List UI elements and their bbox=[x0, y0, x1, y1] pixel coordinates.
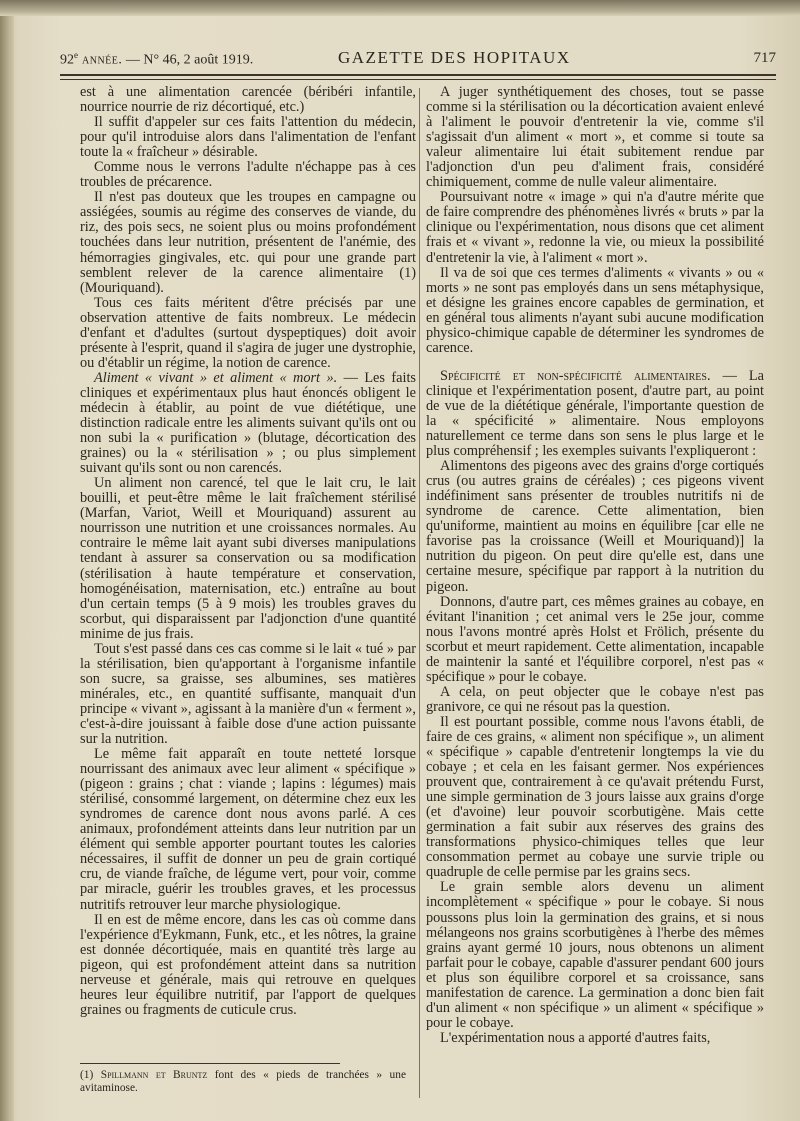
running-header bbox=[60, 50, 776, 74]
page-binding-edge bbox=[0, 0, 14, 1121]
paragraph: Il suffit d'appeler sur ces faits l'attention du médecin, pour qu'il introduise alors dans l'alimentation de l'enfant toute la « fraîcheur » désirable. bbox=[80, 114, 416, 161]
section-paragraph bbox=[426, 369, 764, 459]
footnote-authors: Spillmann et Bruntz bbox=[100, 1069, 208, 1081]
issue-number: 92 bbox=[60, 52, 74, 68]
paragraph: Poursuivant notre « image » qui n'a d'autre mérite que de faire comprendre des phénomènes livrés « bruts » par la clinique ou l'expérimentation, nous disons que cet aliment frais et « vivant », redonne la vie, ou mieux la possibilité d'entretenir la vie, à l'aliment « mort ». bbox=[426, 189, 764, 266]
issue-label: année. bbox=[78, 52, 123, 68]
footnote-marker: (1) bbox=[80, 1069, 101, 1081]
section-text: — Les faits cliniques et expérimentaux plus haut énoncés obligent le médecin à établir, au point de vue diététique, une distinction radicale entre les aliments suivant qu'ils ont ou non subi la « purification » (blutage, décortication des graines) ou la « stérilisation » ; ou plus simplement suivant qu'ils sont ou non carencés. bbox=[80, 369, 416, 477]
right-column bbox=[426, 85, 764, 1046]
paragraph: Il est pourtant possible, comme nous l'avons établi, de faire de ces grains, « aliment non spécifique », un aliment « spécifique » capable d'entretenir longtemps la vie du cobaye ; et cela en les faisant germer. Nos expériences prouvent que, contrairement à ce qu'avait prétendu Furst, une simple germination de 3 jours laisse aux grains d'orge (et d'avoine) leur pouvoir scorbutigène. Mais cette germination a fait subir aux réserves des grains des transformations physico-chimiques telles que leur consommation permet au cobaye une survie triple ou quadruple de celle permise par les grains secs. bbox=[426, 713, 764, 881]
journal-title: GAZETTE DES HOPITAUX bbox=[338, 48, 571, 67]
left-column bbox=[80, 85, 416, 1018]
header-rule-thin bbox=[60, 79, 776, 80]
section-heading: Spécificité et non-spécificité alimentaires. bbox=[440, 367, 711, 384]
issue-suffix: e bbox=[74, 50, 78, 60]
footnote-text: font des « pieds de tranchées » une avitaminose. bbox=[80, 1069, 407, 1094]
section-paragraph bbox=[80, 371, 416, 476]
footnote-rule bbox=[80, 1063, 340, 1064]
paragraph: A cela, on peut objecter que le cobaye n'est pas granivore, ce qui ne résout pas la question. bbox=[426, 683, 764, 715]
paragraph: Comme nous le verrons l'adulte n'échappe pas à ces troubles de précarence. bbox=[80, 159, 416, 191]
paragraph: Le même fait apparaît en toute netteté lorsque nourrissant des animaux avec leur aliment « spécifique » (pigeon : grains ; chat : viande ; lapins : légumes) mais stérilisé, consommé largement, on détermine chez eux les syndromes de carence dont nous avons parlé. A ces animaux, profondément atteints dans leur nutrition par un élément qui semble apporter pourtant toutes les calories nécessaires, il suffit de donner un peu de grain cortiqué cru, de viande fraîche, de légume vert, pour voir, comme par miracle, guérir les troubles graves, et les processus nutritifs retrouver leur marche physiologique. bbox=[80, 746, 416, 913]
footnote bbox=[80, 1069, 406, 1095]
paragraph: Tout s'est passé dans ces cas comme si le lait « tué » par la stérilisation, bien qu'apportant à l'organisme infantile son sucre, sa graisse, ses albumines, ses matières minérales, etc., en quantité suffisante, manquait d'un principe « vivant », agissant à la manière d'un « ferment », c'est-à-dire jouissant à faible dose d'une action puissante sur la nutrition. bbox=[80, 640, 416, 748]
section-text: — La clinique et l'expérimentation posent, d'autre part, au point de vue de la diététique générale, l'importante question de la « spécificité » alimentaire. Nous employons naturellement ce terme dans son sens le plus large et le plus compréhensif ; les exemples suivants l'expliqueront : bbox=[426, 367, 764, 460]
section-heading: Aliment « vivant » et aliment « mort ». bbox=[94, 369, 338, 386]
page-number: 717 bbox=[753, 50, 776, 66]
page-top-edge bbox=[0, 0, 800, 16]
paragraph: Un aliment non carencé, tel que le lait cru, le lait bouilli, et peut-être même le lait fraîchement stérilisé (Marfan, Variot, Weill et Mouriquand) assurent au nourrisson une nutrition et une croissances normales. Au contraire le même lait ayant subi diverses manipulations tendant à assurer sa conservation ou sa modification (stérilisation à haute température et conservation, homogénéisation, maternisation, etc.) entraîne au bout d'un certain temps (5 à 9 mois) les troubles graves du scorbut, qui disparaissent par l'adjonction d'une quantité minime de jus frais. bbox=[80, 475, 416, 642]
paragraph: Alimentons des pigeons avec des grains d'orge cortiqués crus (ou autres grains de céréales) ; ces pigeons vivent indéfiniment sans présenter de troubles nutritifs ni de syndrome de carence. Cette alimentation, bien qu'uniforme, maintient au moins en équilibre [car elle ne favorise pas la croissance (Weill et Mouriquand)] la nutrition du pigeon. On peut dire qu'elle est, dans une certaine mesure, spécifique par rapport à la nutrition du pigeon. bbox=[426, 458, 764, 595]
paragraph: Le grain semble alors devenu un aliment incomplètement « spécifique » pour le cobaye. Si nous poussons plus loin la germination des grains, et si nous mélangeons nos grains scorbutigènes à l'herbe des mêmes grains ayant germé 10 jours, nous obtenons un aliment parfait pour le cobaye, capable d'assurer pendant 600 jours et plus son équilibre corporel et sa croissance, sans manifestation de carence. La germination a donc bien fait d'un aliment « non spécifique » un aliment « spécifique » pour le cobaye. bbox=[426, 879, 764, 1031]
paragraph: L'expérimentation nous a apporté d'autres faits, bbox=[440, 1029, 711, 1046]
header-rule-thick bbox=[60, 74, 776, 76]
issue-date: — N° 46, 2 août 1919. bbox=[122, 52, 254, 68]
paragraph: Il n'est pas douteux que les troupes en campagne ou assiégées, soumis au régime des conserves de viande, du riz, des pois secs, ne soient plus ou moins profondément touchées dans leur nutrition, présentent de l'anémie, des hémorragies gingivales, etc. qui pour une grande part semblent relever de la carence alimentaire (1) (Mouriquand). bbox=[80, 189, 416, 296]
paragraph: Donnons, d'autre part, ces mêmes graines au cobaye, en évitant l'inanition ; cet animal vers le 25e jour, comme nous l'avons montré après Holst et Frölich, présente du scorbut et meurt rapidement. Cette alimentation, incapable de maintenir la santé et l'équilibre corporel, n'est pas « spécifique » pour le cobaye. bbox=[426, 593, 764, 685]
paragraph: Tous ces faits méritent d'être précisés par une observation attentive de faits nombreux. Le médecin d'enfant et d'adultes (surtout dyspeptiques) doit avoir présente à l'esprit, quand il s'agira de juger une dystrophie, ou d'établir un régime, la notion de carence. bbox=[80, 294, 416, 371]
column-divider bbox=[419, 88, 420, 1098]
paragraph: A juger synthétiquement des choses, tout se passe comme si la stérilisation ou la décortication avaient enlevé à l'aliment le pouvoir d'entretenir la vie, comme s'il s'agissait d'un aliment « mort », et comme si toute sa valeur alimentaire lui était subitement rendue par l'adjonction d'un peu d'aliment frais, considéré chimiquement, comme de nulle valeur alimentaire. bbox=[426, 84, 764, 191]
paragraph: Il en est de même encore, dans les cas où comme dans l'expérience d'Eykmann, Funk, etc., et les nôtres, la graine est donnée décortiquée, mais en quantité très large au pigeon, qui est profondément atteint dans sa nutrition nerveuse et générale, mais qui retrouve en quelques heures leur équilibre nutritif, par l'apport de quelques graines ou fragments de cuticule crus. bbox=[80, 911, 416, 1018]
paragraph: est à une alimentation carencée (béribéri infantile, nourrice nourrie de riz décortiqué, etc.) bbox=[80, 84, 416, 116]
paragraph: Il va de soi que ces termes d'aliments « vivants » ou « morts » ne sont pas employés dans un sens métaphysique, et désigne les graines encore capables de germination, et en général tous aliments n'ayant subi aucune modification physico-chimique capable de déterminer les syndromes de carence. bbox=[426, 264, 764, 356]
issue-info bbox=[60, 50, 253, 69]
